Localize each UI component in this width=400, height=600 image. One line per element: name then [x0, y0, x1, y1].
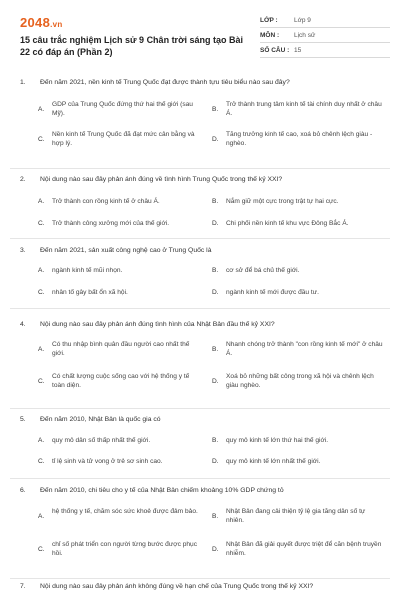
question-stem: [20, 486, 380, 495]
question-text: Nội dung nào sau đây phản ánh đúng về tình hình Trung Quốc trong thế kỷ XXI?: [40, 176, 283, 183]
option-letter: A.: [38, 346, 45, 353]
option-text: Có thu nhập bình quân đầu người cao nhất thế giới.: [52, 341, 190, 357]
question-number: 5.: [20, 416, 26, 423]
option-text: Tăng trưởng kinh tế cao, xoá bỏ chênh lệch giàu - nghèo.: [226, 131, 373, 147]
logo-tail: .vn: [50, 20, 63, 29]
question-stem: [20, 246, 380, 255]
option-text: Nắm giữ một cực trong trật tự hai cực.: [226, 198, 339, 205]
option-letter: B.: [212, 513, 219, 520]
question-number: 2.: [20, 176, 26, 183]
option-letter: A.: [38, 106, 45, 113]
question-number: 1.: [20, 79, 26, 86]
option-text: Trở thành con rồng kinh tế ở châu Á.: [52, 198, 160, 205]
option-text: chỉ số phát triển con người từng bước được phục hồi.: [52, 541, 197, 557]
option-text: hệ thống y tế, chăm sóc sức khoẻ được đảm bảo.: [52, 508, 198, 515]
option-letter: B.: [212, 346, 219, 353]
option-letter: C.: [38, 546, 45, 553]
option-text: quy mô kinh tế lớn thứ hai thế giới.: [226, 437, 329, 444]
document-title: 15 câu trắc nghiệm Lịch sử 9 Chân trời sáng tạo Bài 22 có đáp án (Phần 2): [20, 35, 243, 57]
question-stem: [20, 415, 380, 424]
divider: [10, 408, 390, 409]
option-letter: D.: [212, 136, 219, 143]
option-text: Trở thành công xưởng mới của thế giới.: [52, 220, 170, 227]
option-letter: A.: [38, 513, 45, 520]
option-text: ngành kinh tế mới được đầu tư.: [226, 289, 319, 296]
question-stem: [20, 582, 380, 591]
divider: [10, 308, 390, 309]
question-number: 3.: [20, 247, 26, 254]
question-number: 4.: [20, 321, 26, 328]
option-text: GDP của Trung Quốc đứng thứ hai thế giới (sau Mỹ).: [52, 101, 193, 117]
option-letter: C.: [38, 220, 45, 227]
divider: [10, 168, 390, 169]
option-text: Nhật Bản đang cải thiện tỷ lệ gia tăng dân số tự nhiên.: [226, 508, 366, 524]
option-letter: A.: [38, 437, 45, 444]
option-letter: D.: [212, 289, 219, 296]
meta-row-count: [260, 43, 390, 58]
option-letter: C.: [38, 136, 45, 143]
option-text: ngành kinh tế mũi nhọn.: [52, 267, 123, 274]
option-text: tỉ lệ sinh và tử vong ở trẻ sơ sinh cao.: [52, 458, 163, 465]
meta-key: LỚP :: [260, 16, 278, 24]
option-letter: D.: [212, 220, 219, 227]
option-letter: D.: [212, 458, 219, 465]
question-text: Nội dung nào sau đây phản ánh không đúng về hạn chế của Trung Quốc trong thế kỷ XXI?: [40, 583, 314, 590]
option-text: Chi phối nền kinh tế khu vực Đông Bắc Á.: [226, 220, 349, 227]
meta-value: 15: [294, 46, 302, 54]
question-text: Đến năm 2021, nền kinh tế Trung Quốc đạt được thành tựu tiêu biểu nào sau đây?: [40, 79, 290, 86]
option-letter: B.: [212, 267, 219, 274]
option-text: Có chất lượng cuộc sống cao với hệ thống y tế toàn diện.: [52, 373, 190, 389]
question-text: Đến năm 2010, chi tiêu cho y tế của Nhật Bản chiếm khoảng 10% GDP chứng tỏ: [40, 487, 284, 494]
option-text: Nhật Bản đã giải quyết được triệt để căn bệnh truyền nhiễm.: [226, 541, 382, 557]
question-stem: [20, 320, 380, 329]
option-letter: B.: [212, 106, 219, 113]
meta-key: SỐ CÂU :: [260, 46, 290, 54]
option-letter: D.: [212, 546, 219, 553]
option-letter: A.: [38, 198, 45, 205]
question-stem: [20, 78, 380, 87]
meta-row-subject: [260, 28, 390, 43]
meta-value: Lịch sử: [294, 31, 316, 39]
option-letter: B.: [212, 198, 219, 205]
question-text: Nội dung nào sau đây phản ánh đúng tình hình của Nhật Bản đầu thế kỷ XXI?: [40, 321, 275, 328]
option-letter: B.: [212, 437, 219, 444]
option-letter: C.: [38, 458, 45, 465]
meta-key: MÔN :: [260, 31, 280, 39]
option-text: Nhanh chóng trở thành "con rồng kinh tế mới" ở châu Á.: [226, 341, 383, 357]
divider: [10, 238, 390, 239]
option-text: cơ sở để bá chủ thế giới.: [226, 267, 300, 274]
meta-value: Lớp 9: [294, 16, 311, 24]
question-text: Đến năm 2021, sản xuất công nghệ cao ở Trung Quốc là: [40, 247, 212, 254]
document-meta: [260, 13, 390, 58]
option-letter: A.: [38, 267, 45, 274]
option-text: nhân tố gây bất ổn xã hội.: [52, 289, 128, 296]
question-stem: [20, 175, 380, 184]
question-text: Đến năm 2010, Nhật Bản là quốc gia có: [40, 416, 161, 423]
question-number: 6.: [20, 487, 26, 494]
divider: [10, 478, 390, 479]
option-text: Trở thành trung tâm kinh tế tài chính duy nhất ở châu Á.: [226, 101, 382, 117]
document-header: [10, 10, 390, 70]
question-number: 7.: [20, 583, 26, 590]
option-text: Nền kinh tế Trung Quốc đã đạt mức cân bằng và hợp lý.: [52, 131, 195, 147]
option-text: quy mô kinh tế lớn nhất thế giới.: [226, 458, 321, 465]
divider: [10, 578, 390, 579]
meta-row-class: [260, 13, 390, 28]
option-text: quy mô dân số thấp nhất thế giới.: [52, 437, 151, 444]
site-logo[interactable]: [20, 15, 63, 30]
option-text: Xoá bỏ những bất công trong xã hội và chênh lệch giàu nghèo.: [226, 373, 374, 389]
option-letter: C.: [38, 378, 45, 385]
logo-main: 2048: [20, 15, 51, 30]
option-letter: D.: [212, 378, 219, 385]
option-letter: C.: [38, 289, 45, 296]
